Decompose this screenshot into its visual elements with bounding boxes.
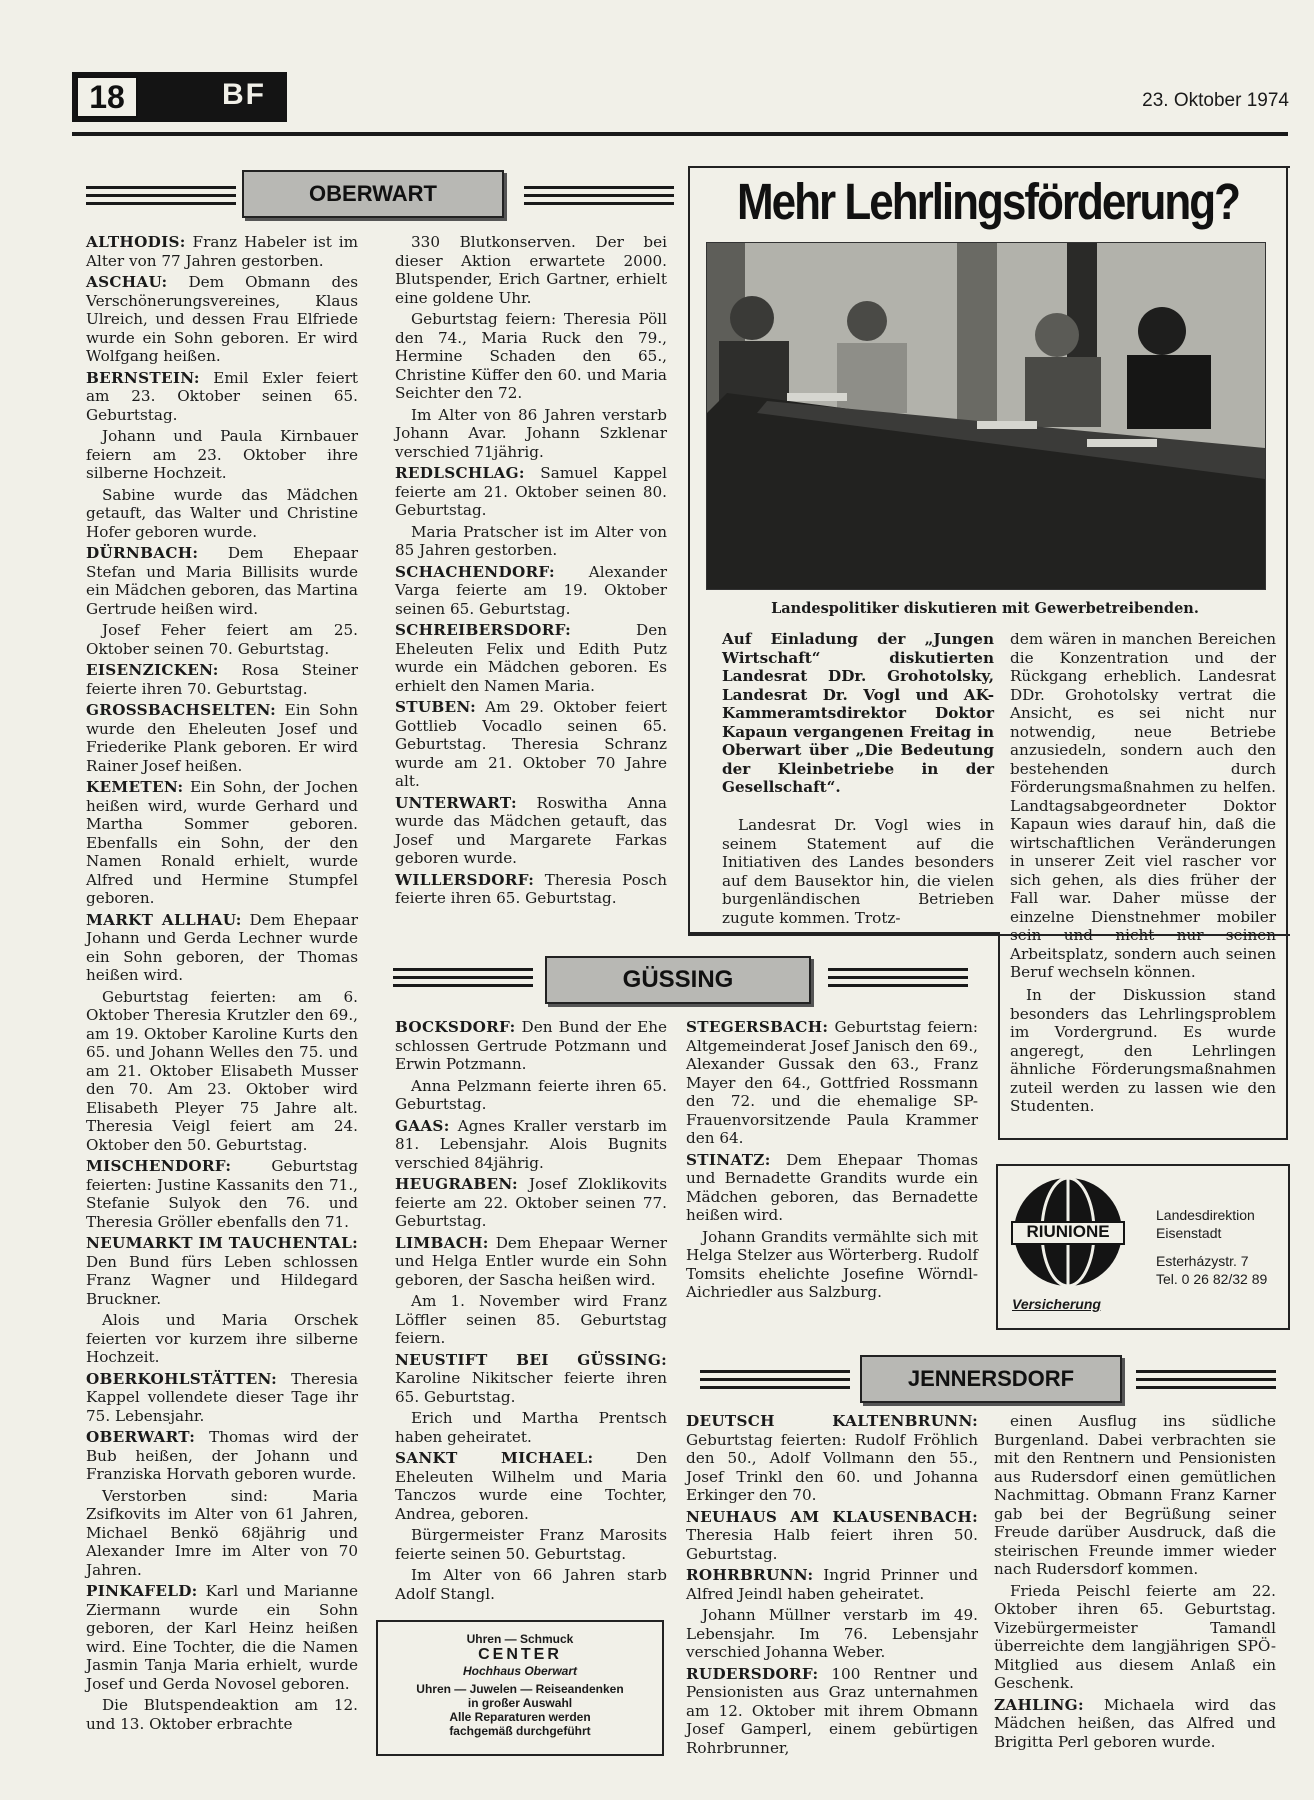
news-item	[994, 1412, 1276, 1579]
place-name: LIMBACH:	[395, 1233, 489, 1252]
center-line-4: Uhren — Juwelen — Reiseandenken	[416, 1682, 624, 1696]
news-item	[86, 701, 358, 775]
news-item	[395, 794, 667, 868]
meeting-photo	[706, 242, 1266, 590]
place-name: EISENZICKEN:	[86, 661, 219, 679]
news-item	[395, 1449, 667, 1523]
news-item	[86, 486, 358, 542]
place-name: SANKT MICHAEL:	[395, 1449, 594, 1467]
place-name: UNTERWART:	[395, 793, 517, 812]
news-text: Theresia Halb feiert ihren 50. Geburtstag.	[686, 1526, 978, 1563]
news-text: Am 29. Oktober feiert Gottlieb Vocadlo seinen 65. Geburtstag. Theresia Schranz wurde am 21. Oktober 70 Jahre alt.	[395, 698, 667, 790]
news-item	[86, 1311, 358, 1367]
place-name: DEUTSCH KALTENBRUNN:	[686, 1412, 978, 1430]
news-item	[86, 273, 358, 366]
place-name: STUBEN:	[395, 698, 476, 716]
news-item	[395, 1351, 667, 1407]
news-text: Johann Grandits vermählte sich mit Helga Stelzer aus Wörterberg. Rudolf Tomsits ehelichte Josefine Wörndl-Aichriedler aus Salzburg.	[686, 1227, 978, 1301]
place-name: STINATZ:	[686, 1150, 771, 1169]
news-text: Bürgermeister Franz Marosits feierte seinen 50. Geburtstag.	[395, 1526, 667, 1563]
news-item	[395, 1409, 667, 1446]
news-item	[395, 698, 667, 791]
news-text: Dem Ehepaar Johann und Gerda Lechner wurde ein Sohn geboren, der Thomas heißen wird.	[86, 910, 358, 984]
feature-box-right	[1286, 166, 1288, 1140]
place-name: STEGERSBACH:	[686, 1018, 829, 1036]
news-text: Samuel Kappel feierte am 21. Oktober seinen 80. Geburtstag.	[395, 464, 667, 519]
oberwart-column-2	[395, 233, 667, 911]
news-item	[395, 871, 667, 908]
news-text: Geburtstag feiern: Altgemeinderat Josef Janisch den 69., Alexander Gussak den 63., Franz Mayer den 64., Gottfried Rossmann den 72. und die ehemalige SP-Frauenvorsitzende Paula Krammer den 64.	[686, 1018, 978, 1147]
news-text: Dem Obmann des Verschönerungsvereines, Klaus Ulreich, und dessen Frau Elfriede wurde ein Sohn geboren. Er wird Wolfgang heißen.	[86, 273, 358, 365]
riunione-logo-text: RIUNIONE	[1026, 1222, 1110, 1241]
news-text: Theresia Posch feierte ihren 65. Geburtstag.	[395, 870, 667, 907]
news-text: Dem Ehepaar Stefan und Maria Billisits wurde ein Mädchen geboren, das Martina Gertrude heißen wird.	[86, 544, 358, 618]
news-text: Dem Ehepaar Werner und Helga Entler wurde ein Sohn geboren, der Sascha heißen wird.	[395, 1233, 667, 1289]
news-text: Karoline Nikitscher feierte ihren 65. Geburtstag.	[395, 1369, 667, 1406]
oberwart-column-1	[86, 233, 358, 1736]
oberwart-heading: OBERWART	[242, 170, 504, 218]
riunione-line-4: Tel. 0 26 82/32 89	[1156, 1271, 1268, 1287]
news-item	[395, 406, 667, 462]
center-line-6: Alle Reparaturen werden	[449, 1710, 591, 1724]
news-text: Im Alter von 66 Jahren starb Adolf Stangl.	[395, 1566, 667, 1603]
news-item	[994, 1696, 1276, 1752]
news-item	[86, 544, 358, 618]
guessing-column-1	[395, 1018, 667, 1606]
center-ad	[376, 1620, 664, 1756]
place-name: OBERWART:	[86, 1428, 196, 1446]
header-rule-right	[828, 968, 968, 990]
feature-lead: Auf Einladung der „Jungen Wirtschaft“ diskutierten Landesrat DDr. Grohotolsky, Landesrat Dr. Vogl und AK-Kammeramtsdirektor Doktor Kapaun vergangenen Freitag in Oberwart über „Die Bedeutung der Kleinbetriebe in der Gesellschaft“.	[722, 630, 994, 796]
place-name: KEMETEN:	[86, 778, 184, 796]
place-name: REDLSCHLAG:	[395, 464, 525, 482]
center-line-7: fachgemäß durchgeführt	[449, 1724, 591, 1738]
news-item	[395, 1018, 667, 1074]
guessing-column-2	[686, 1018, 978, 1305]
news-text: Agnes Kraller verstarb im 81. Lebensjahr. Alois Bugnits verschied 84jährig.	[395, 1116, 667, 1172]
news-item	[86, 233, 358, 270]
news-text: Geburtstag feierten: am 6. Oktober Theresia Krutzler den 69., am 19. Oktober Karoline Kurts den 65. und Johann Welles den 75. und am 21. Oktober Elisabeth Musser den 70. Am 23. Oktober wird Elisabeth Pleyer 75 Jahre alt. Theresia Veigl feiert am 24. Oktober den 50. Geburtstag.	[86, 987, 358, 1154]
news-item	[994, 1582, 1276, 1693]
news-text: Geburtstag feierten: Justine Kassanits den 71., Stefanie Sulyok den 76. und Theresia Gröller ebenfalls den 71.	[86, 1157, 358, 1231]
news-text: Den Eheleuten Wilhelm und Maria Tanczos wurde eine Tochter, Andrea, geboren.	[395, 1449, 667, 1523]
news-text: Am 1. November wird Franz Löffler seinen 85. Geburtstag feiern.	[395, 1292, 667, 1347]
place-name: NEUMARKT IM TAUCHENTAL:	[86, 1234, 358, 1252]
header-rule-left	[86, 186, 236, 208]
place-name: GROSSBACHSELTEN:	[86, 701, 277, 719]
news-item	[395, 563, 667, 619]
riunione-ad	[996, 1164, 1290, 1330]
news-text: Thomas wird der Bub heißen, der Johann und Franziska Horvath geboren wurde.	[86, 1428, 358, 1483]
news-text: Alexander Varga feierte am 19. Oktober seinen 65. Geburtstag.	[395, 562, 667, 618]
news-text: Roswitha Anna wurde das Mädchen getauft, das Josef und Margarete Farkas geboren wurde.	[395, 793, 667, 867]
place-name: BERNSTEIN:	[86, 368, 200, 387]
news-item	[686, 1018, 978, 1148]
news-text: Ein Sohn, der Jochen heißen wird, wurde Gerhard und Martha Sommer geboren. Ebenfalls ein Sohn, der den Namen Ronald erhielt, wurde Alfred und Hermine Stumpfel geboren.	[86, 778, 358, 907]
issue-date: 23. Oktober 1974	[1142, 90, 1289, 111]
place-name: GAAS:	[395, 1116, 450, 1135]
news-item	[395, 1175, 667, 1231]
news-item	[86, 621, 358, 658]
page-number-box	[72, 72, 287, 122]
news-item	[86, 988, 358, 1155]
news-text: Ein Sohn wurde den Eheleuten Josef und Friederike Plank geboren. Er wird Rainer Josef heißen.	[86, 701, 358, 775]
center-line-1: Uhren — Schmuck	[466, 1632, 574, 1646]
place-name: SCHACHENDORF:	[395, 562, 555, 581]
place-name: ZAHLING:	[994, 1695, 1084, 1714]
photo-caption: Landespolitiker diskutieren mit Gewerbetreibenden.	[771, 600, 1199, 617]
place-name: NEUHAUS AM KLAUSENBACH:	[686, 1507, 978, 1526]
news-text: Ingrid Prinner und Alfred Jeindl haben geheiratet.	[686, 1566, 978, 1603]
news-item	[86, 1157, 358, 1231]
place-name: NEUSTIFT BEI GÜSSING:	[395, 1350, 667, 1369]
news-text: Sabine wurde das Mädchen getauft, das Walter und Christine Hofer geboren wurde.	[86, 485, 358, 541]
jennersdorf-heading: JENNERSDORF	[860, 1355, 1122, 1403]
header-rule-left	[700, 1370, 850, 1392]
news-item	[86, 1234, 358, 1308]
feature-box-side	[998, 932, 1000, 1140]
section-label: BF	[222, 78, 266, 111]
news-item	[395, 1117, 667, 1173]
center-line-5: in großer Auswahl	[467, 1696, 573, 1710]
news-text: Verstorben sind: Maria Zsifkovits im Alter von 61 Jahren, Michael Benkö 68jährig und Alexander Imre im Alter von 70 Jahren.	[86, 1486, 358, 1579]
news-text: Geburtstag feierten: Rudolf Fröhlich den 50., Adolf Vollmann den 55., Josef Trinkl den 60. und Johanna Erkinger den 70.	[686, 1430, 978, 1504]
news-item	[86, 661, 358, 698]
news-text: Den Bund der Ehe schlossen Gertrude Potzmann und Erwin Potzmann.	[395, 1018, 667, 1073]
news-text: einen Ausflug ins südliche Burgenland. Dabei verbrachten sie mit den Rentnern und Pensionisten aus Rudersdorf einen gemütlichen Nachmittag. Obmann Franz Karner gab bei der Begrüßung seiner Freude darüber Ausdruck, daß die steirischen Freunde immer wieder nach Rudersdorf kommen.	[994, 1412, 1276, 1578]
news-item	[395, 1077, 667, 1114]
center-line-3: Hochhaus Oberwart	[462, 1664, 578, 1678]
news-item	[86, 1370, 358, 1426]
news-item	[686, 1508, 978, 1564]
news-item	[686, 1228, 978, 1302]
place-name: HEUGRABEN:	[395, 1175, 518, 1193]
news-text: 330 Blutkonserven. Der bei dieser Aktion erwartete 2000. Blutspender, Erich Gartner, erhielt eine goldene Uhr.	[395, 233, 667, 307]
header-rule-right	[1136, 1370, 1276, 1392]
riunione-address	[1156, 1206, 1267, 1288]
news-item	[395, 621, 667, 695]
feature-box-rule	[688, 932, 998, 934]
top-rule	[72, 132, 1288, 136]
news-text: Geburtstag feiern: Theresia Pöll den 74., Maria Ruck den 79., Hermine Schaden den 65., Christine Küffer den 60. und Maria Seichter den 72.	[395, 310, 667, 402]
news-text: Maria Pratscher ist im Alter von 85 Jahren gestorben.	[395, 522, 667, 559]
news-text: Franz Habeler ist im Alter von 77 Jahren gestorben.	[86, 233, 358, 270]
news-item	[86, 778, 358, 908]
feature-box-bottom	[998, 1138, 1288, 1140]
news-item	[686, 1566, 978, 1603]
meeting-photo-image	[707, 243, 1265, 589]
news-text: Frieda Peischl feierte am 22. Oktober ihren 65. Geburtstag. Vizebürgermeister Tamandl überreichte dem langjährigen SPÖ-Mitglied aus diesem Anlaß ein Geschenk.	[994, 1581, 1276, 1692]
news-item	[395, 310, 667, 403]
riunione-subline: Versicherung	[1012, 1296, 1101, 1312]
news-text: Karl und Marianne Ziermann wurde ein Sohn geboren, der Karl Heinz heißen wird. Eine Tochter, die die Namen Jasmin Tanja Maria erhielt, wurde Josef und Gerda Novosel geboren.	[86, 1582, 358, 1693]
place-name: BOCKSDORF:	[395, 1018, 516, 1036]
news-text: Alois und Maria Orschek feierten vor kurzem ihre silberne Hochzeit.	[86, 1311, 358, 1366]
news-item	[395, 464, 667, 520]
news-item	[86, 1582, 358, 1693]
place-name: RUDERSDORF:	[686, 1664, 819, 1683]
news-item	[395, 1566, 667, 1603]
news-text: Josef Zloklikovits feierte am 22. Oktober seinen 77. Geburtstag.	[395, 1175, 667, 1230]
place-name: PINKAFELD:	[86, 1582, 198, 1600]
news-item	[686, 1412, 978, 1505]
news-text: Emil Exler feiert am 23. Oktober seinen 65. Geburtstag.	[86, 368, 358, 424]
news-text: Michaela wird das Mädchen heißen, das Alfred und Brigitta Perl geboren wurde.	[994, 1695, 1276, 1751]
news-item	[86, 369, 358, 425]
guessing-heading: GÜSSING	[545, 956, 811, 1004]
news-text: Den Bund fürs Leben schlossen Franz Wagner und Hildegard Bruckner.	[86, 1252, 358, 1308]
news-text: Im Alter von 86 Jahren verstarb Johann Avar. Johann Szklenar verschied 71jährig.	[395, 405, 667, 461]
news-item	[395, 233, 667, 307]
place-name: OBERKOHLSTÄTTEN:	[86, 1369, 278, 1388]
header-rule-left	[393, 968, 533, 990]
news-item	[86, 911, 358, 985]
header-rule-right	[524, 186, 674, 208]
jennersdorf-column-1	[686, 1412, 978, 1760]
place-name: SCHREIBERSDORF:	[395, 621, 572, 639]
riunione-line-2: Eisenstadt	[1156, 1225, 1222, 1241]
place-name: MISCHENDORF:	[86, 1157, 232, 1175]
page-number: 18	[76, 76, 138, 118]
news-text: Johann und Paula Kirnbauer feiern am 23. Oktober ihre silberne Hochzeit.	[86, 427, 358, 482]
news-text: Theresia Kappel vollendete dieser Tage ihr 75. Lebensjahr.	[86, 1369, 358, 1425]
news-item	[86, 427, 358, 483]
news-text: 100 Rentner und Pensionisten aus Graz unternahmen am 12. Oktober mit ihrem Obmann Josef Gamperl, einem gebürtigen Rohrbrunner,	[686, 1664, 978, 1757]
place-name: ASCHAU:	[86, 273, 168, 291]
place-name: ROHRBRUNN:	[686, 1566, 814, 1584]
place-name: WILLERSDORF:	[395, 870, 535, 889]
news-text: Die Blutspendeaktion am 12. und 13. Oktober erbrachte	[86, 1696, 358, 1733]
news-text: Erich und Martha Prentsch haben geheiratet.	[395, 1409, 667, 1446]
news-text: Josef Feher feiert am 25. Oktober seinen 70. Geburtstag.	[86, 621, 358, 658]
news-item	[395, 1292, 667, 1348]
news-text: Johann Müllner verstarb im 49. Lebensjahr. Im 76. Lebensjahr verschied Johanna Weber.	[686, 1606, 978, 1661]
news-item	[686, 1151, 978, 1225]
news-item	[86, 1696, 358, 1733]
news-text: Anna Pelzmann feierte ihren 65. Geburtstag.	[395, 1076, 667, 1113]
place-name: DÜRNBACH:	[86, 544, 199, 562]
news-item	[686, 1606, 978, 1662]
feature-body-1: Landesrat Dr. Vogl wies in seinem Statement auf die Initiativen des Landes besonders auf dem Bausektor hin, die vielen burgenländischen Betrieben zugute kommen. Trotz-	[722, 816, 994, 927]
feature-headline: Mehr Lehrlingsförderung?	[737, 174, 1239, 231]
news-item	[395, 1234, 667, 1290]
news-item	[86, 1487, 358, 1580]
riunione-line-1: Landesdirektion	[1156, 1207, 1255, 1223]
news-item	[395, 523, 667, 560]
news-item	[686, 1665, 978, 1758]
center-line-2: CENTER	[478, 1646, 562, 1663]
riunione-line-3: Esterházystr. 7	[1156, 1253, 1249, 1269]
news-item	[86, 1428, 358, 1484]
news-item	[395, 1526, 667, 1563]
jennersdorf-column-2	[994, 1412, 1276, 1754]
place-name: MARKT ALLHAU:	[86, 910, 242, 929]
news-text: Dem Ehepaar Thomas und Bernadette Grandits wurde ein Mädchen geboren, das Bernadette heißen wird.	[686, 1150, 978, 1224]
place-name: ALTHODIS:	[86, 233, 186, 251]
feature-body-3: In der Diskussion stand besonders das Lehrlingsproblem im Vordergrund. Es wurde angeregt, den Lehrlingen ähnliche Förderungsmaßnahmen zuteil werden zu lassen wie den Studenten.	[1010, 986, 1276, 1115]
feature-body-2: dem wären in manchen Bereichen die Konzentration und der Rückgang erheblich. Landesrat DDr. Grohotolsky vertrat die Ansicht, es sei nicht nur notwendig, neue Betriebe anzusiedeln, sondern auch den bestehenden durch Förderungsmaßnahmen zu helfen. Landtagsabgeordneter Doktor Kapaun wies darauf hin, daß die wirtschaftlichen Veränderungen in unserer Zeit viel rascher vor sich gehen, als dies früher der Fall war. Daher müsse der einzelne Dienstnehmer mobiler sein und nicht nur seinen Arbeitsplatz, sondern auch seinen Beruf wechseln können.	[1010, 630, 1276, 981]
news-text: Rosa Steiner feierte ihren 70. Geburtstag.	[86, 661, 358, 698]
news-text: Den Eheleuten Felix und Edith Putz wurde ein Mädchen geboren. Es erhielt den Namen Maria.	[395, 621, 667, 695]
